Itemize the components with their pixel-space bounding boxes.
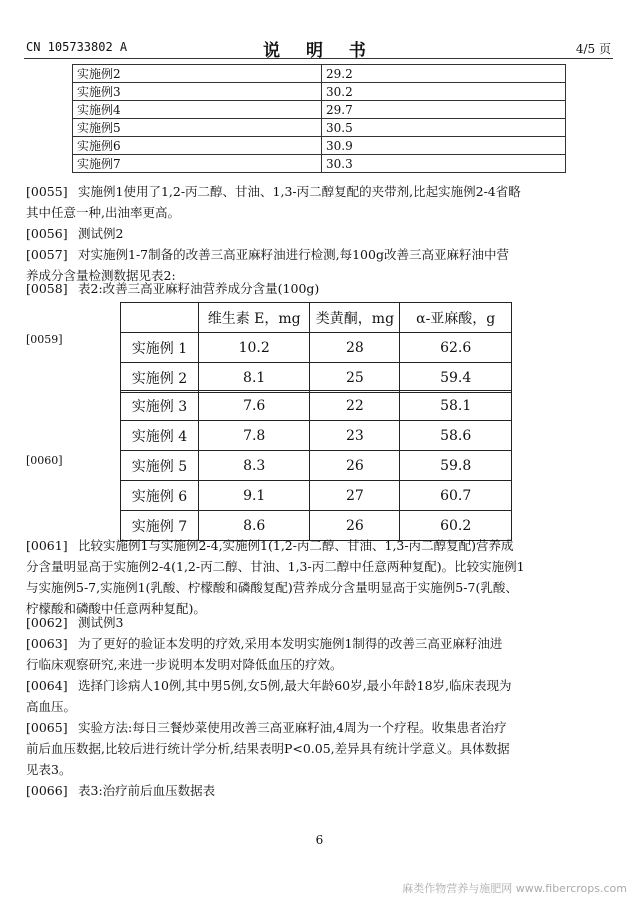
- paragraph-0064: [26, 675, 612, 717]
- paragraph-text: 实验方法:每日三餐炒菜使用改善三高亚麻籽油,4周为一个疗程。收集患者治疗: [78, 720, 507, 735]
- paragraph-text: 实施例1使用了1,2-丙二醇、甘油、1,3-丙二醇复配的夹带剂,比起实施例2-4省略: [78, 184, 521, 199]
- paragraph-text: 对实施例1-7制备的改善三高亚麻籽油进行检测,每100g改善三高亚麻籽油中营: [78, 247, 509, 262]
- paragraph-text: 测试例2: [78, 226, 124, 241]
- paragraph-text: 测试例3: [78, 615, 124, 630]
- table-row: [121, 391, 512, 421]
- table-cell: 30.3: [322, 155, 566, 173]
- table-cell: 实施例 7: [121, 511, 199, 541]
- table-row: [73, 155, 566, 173]
- table-caption: 表3:治疗前后血压数据表: [78, 783, 216, 798]
- table-cell: 26: [310, 511, 400, 541]
- paragraph-text: 见表3。: [26, 762, 72, 777]
- table-cell: 22: [310, 391, 400, 421]
- paragraph-number: [0056]: [26, 226, 68, 241]
- page-number: 6: [315, 833, 324, 847]
- paragraph-number: [0055]: [26, 184, 68, 199]
- paragraph-number: [0064]: [26, 678, 68, 693]
- table-cell: 实施例4: [73, 101, 322, 119]
- table-cell: 58.1: [400, 391, 512, 421]
- paragraph-number: [0063]: [26, 636, 68, 651]
- table-cell: 实施例 4: [121, 421, 199, 451]
- table-cell: 58.6: [400, 421, 512, 451]
- table-cell: 8.1: [198, 363, 310, 393]
- table-row: [121, 481, 512, 511]
- paragraph-text: 柠檬酸和磷酸中任意两种复配)。: [26, 601, 206, 616]
- table-cell: 25: [310, 363, 400, 393]
- table-cell: 实施例 6: [121, 481, 199, 511]
- watermark: 麻类作物营养与施肥网 www.fibercrops.com: [402, 882, 627, 895]
- paragraph-text: 选择门诊病人10例,其中男5例,女5例,最大年龄60岁,最小年龄18岁,临床表现为: [78, 678, 512, 693]
- paragraph-0065: [26, 717, 612, 780]
- table-cell: 30.2: [322, 83, 566, 101]
- table-cell: 实施例6: [73, 137, 322, 155]
- table-row: [73, 119, 566, 137]
- table-cell: 实施例5: [73, 119, 322, 137]
- header-rule: [24, 58, 613, 59]
- table-cell: 29.7: [322, 101, 566, 119]
- table-cell: 7.8: [198, 421, 310, 451]
- table-cell: 实施例 3: [121, 391, 199, 421]
- paragraph-0062: [26, 612, 612, 633]
- header-cell: 维生素 E，mg: [198, 303, 310, 333]
- paragraph-text: 高血压。: [26, 699, 77, 714]
- header-cell: 类黄酮，mg: [310, 303, 400, 333]
- table-cell: 59.4: [400, 363, 512, 393]
- paragraph-0061: [26, 535, 612, 619]
- table-cell: 28: [310, 333, 400, 363]
- oil-yield-table: [72, 64, 566, 173]
- paragraph-number: [0065]: [26, 720, 68, 735]
- table-row: [73, 137, 566, 155]
- table-cell: 9.1: [198, 481, 310, 511]
- table-row: [73, 65, 566, 83]
- table-cell: 10.2: [198, 333, 310, 363]
- paragraph-text: 其中任意一种,出油率更高。: [26, 205, 180, 220]
- paragraph-text: 与实施例5-7,实施例1(乳酸、柠檬酸和磷酸复配)营养成分含量明显高于实施例5-7(乳酸、: [26, 580, 518, 595]
- paragraph-0056: [26, 223, 612, 244]
- paragraph-number: [0058]: [26, 281, 68, 296]
- table-cell: 30.5: [322, 119, 566, 137]
- document-title: 说 明 书: [263, 41, 376, 61]
- nutrition-table-part1: [120, 302, 512, 393]
- paragraph-text: 行临床观察研究,来进一步说明本发明对降低血压的疗效。: [26, 657, 343, 672]
- paragraph-text: 前后血压数据,比较后进行统计学分析,结果表明P<0.05,差异具有统计学意义。具体数据: [26, 741, 510, 756]
- table-cell: 7.6: [198, 391, 310, 421]
- table-row: [73, 101, 566, 119]
- table-cell: 23: [310, 421, 400, 451]
- table-cell: 26: [310, 451, 400, 481]
- table-caption: 表2:改善三高亚麻籽油营养成分含量(100g): [78, 281, 320, 296]
- header-cell: α-亚麻酸，g: [400, 303, 512, 333]
- table-cell: 59.8: [400, 451, 512, 481]
- table-cell: 30.9: [322, 137, 566, 155]
- paragraph-text: 为了更好的验证本发明的疗效,采用本发明实施例1制得的改善三高亚麻籽油进: [78, 636, 503, 651]
- table-row: [121, 451, 512, 481]
- table-cell: 8.6: [198, 511, 310, 541]
- paragraph-number: [0057]: [26, 247, 68, 262]
- paragraph-0058: [26, 278, 612, 299]
- table-cell: 27: [310, 481, 400, 511]
- table-row: [121, 363, 512, 393]
- table-cell: 实施例 5: [121, 451, 199, 481]
- paragraph-0055: [26, 181, 612, 223]
- patent-number: CN 105733802 A: [26, 40, 128, 54]
- table-cell: 8.3: [198, 451, 310, 481]
- page-indicator: 4/5 页: [575, 42, 611, 56]
- paragraph-text: 养成分含量检测数据见表2:: [26, 268, 176, 283]
- table-cell: 60.7: [400, 481, 512, 511]
- header-cell: [121, 303, 199, 333]
- paragraph-number: [0062]: [26, 615, 68, 630]
- table-row: [73, 83, 566, 101]
- paragraph-number: [0060]: [26, 454, 63, 467]
- table-cell: 实施例2: [73, 65, 322, 83]
- table-header-row: [121, 303, 512, 333]
- table-cell: 实施例3: [73, 83, 322, 101]
- table-row: [121, 333, 512, 363]
- paragraph-number: [0066]: [26, 783, 68, 798]
- table-cell: 实施例7: [73, 155, 322, 173]
- table-cell: 60.2: [400, 511, 512, 541]
- paragraph-number: [0059]: [26, 333, 63, 346]
- table-cell: 实施例 2: [121, 363, 199, 393]
- paragraph-0063: [26, 633, 612, 675]
- table-row: [121, 421, 512, 451]
- paragraph-text: 比较实施例1与实施例2-4,实施例1(1,2-丙二醇、甘油、1,3-丙二醇复配)营养成: [78, 538, 514, 553]
- nutrition-table-part2: [120, 390, 512, 541]
- table-cell: 29.2: [322, 65, 566, 83]
- table-cell: 62.6: [400, 333, 512, 363]
- paragraph-number: [0061]: [26, 538, 68, 553]
- paragraph-text: 分含量明显高于实施例2-4(1,2-丙二醇、甘油、1,3-丙二醇中任意两种复配)。比较实施例1: [26, 559, 525, 574]
- paragraph-0066: [26, 780, 612, 801]
- table-cell: 实施例 1: [121, 333, 199, 363]
